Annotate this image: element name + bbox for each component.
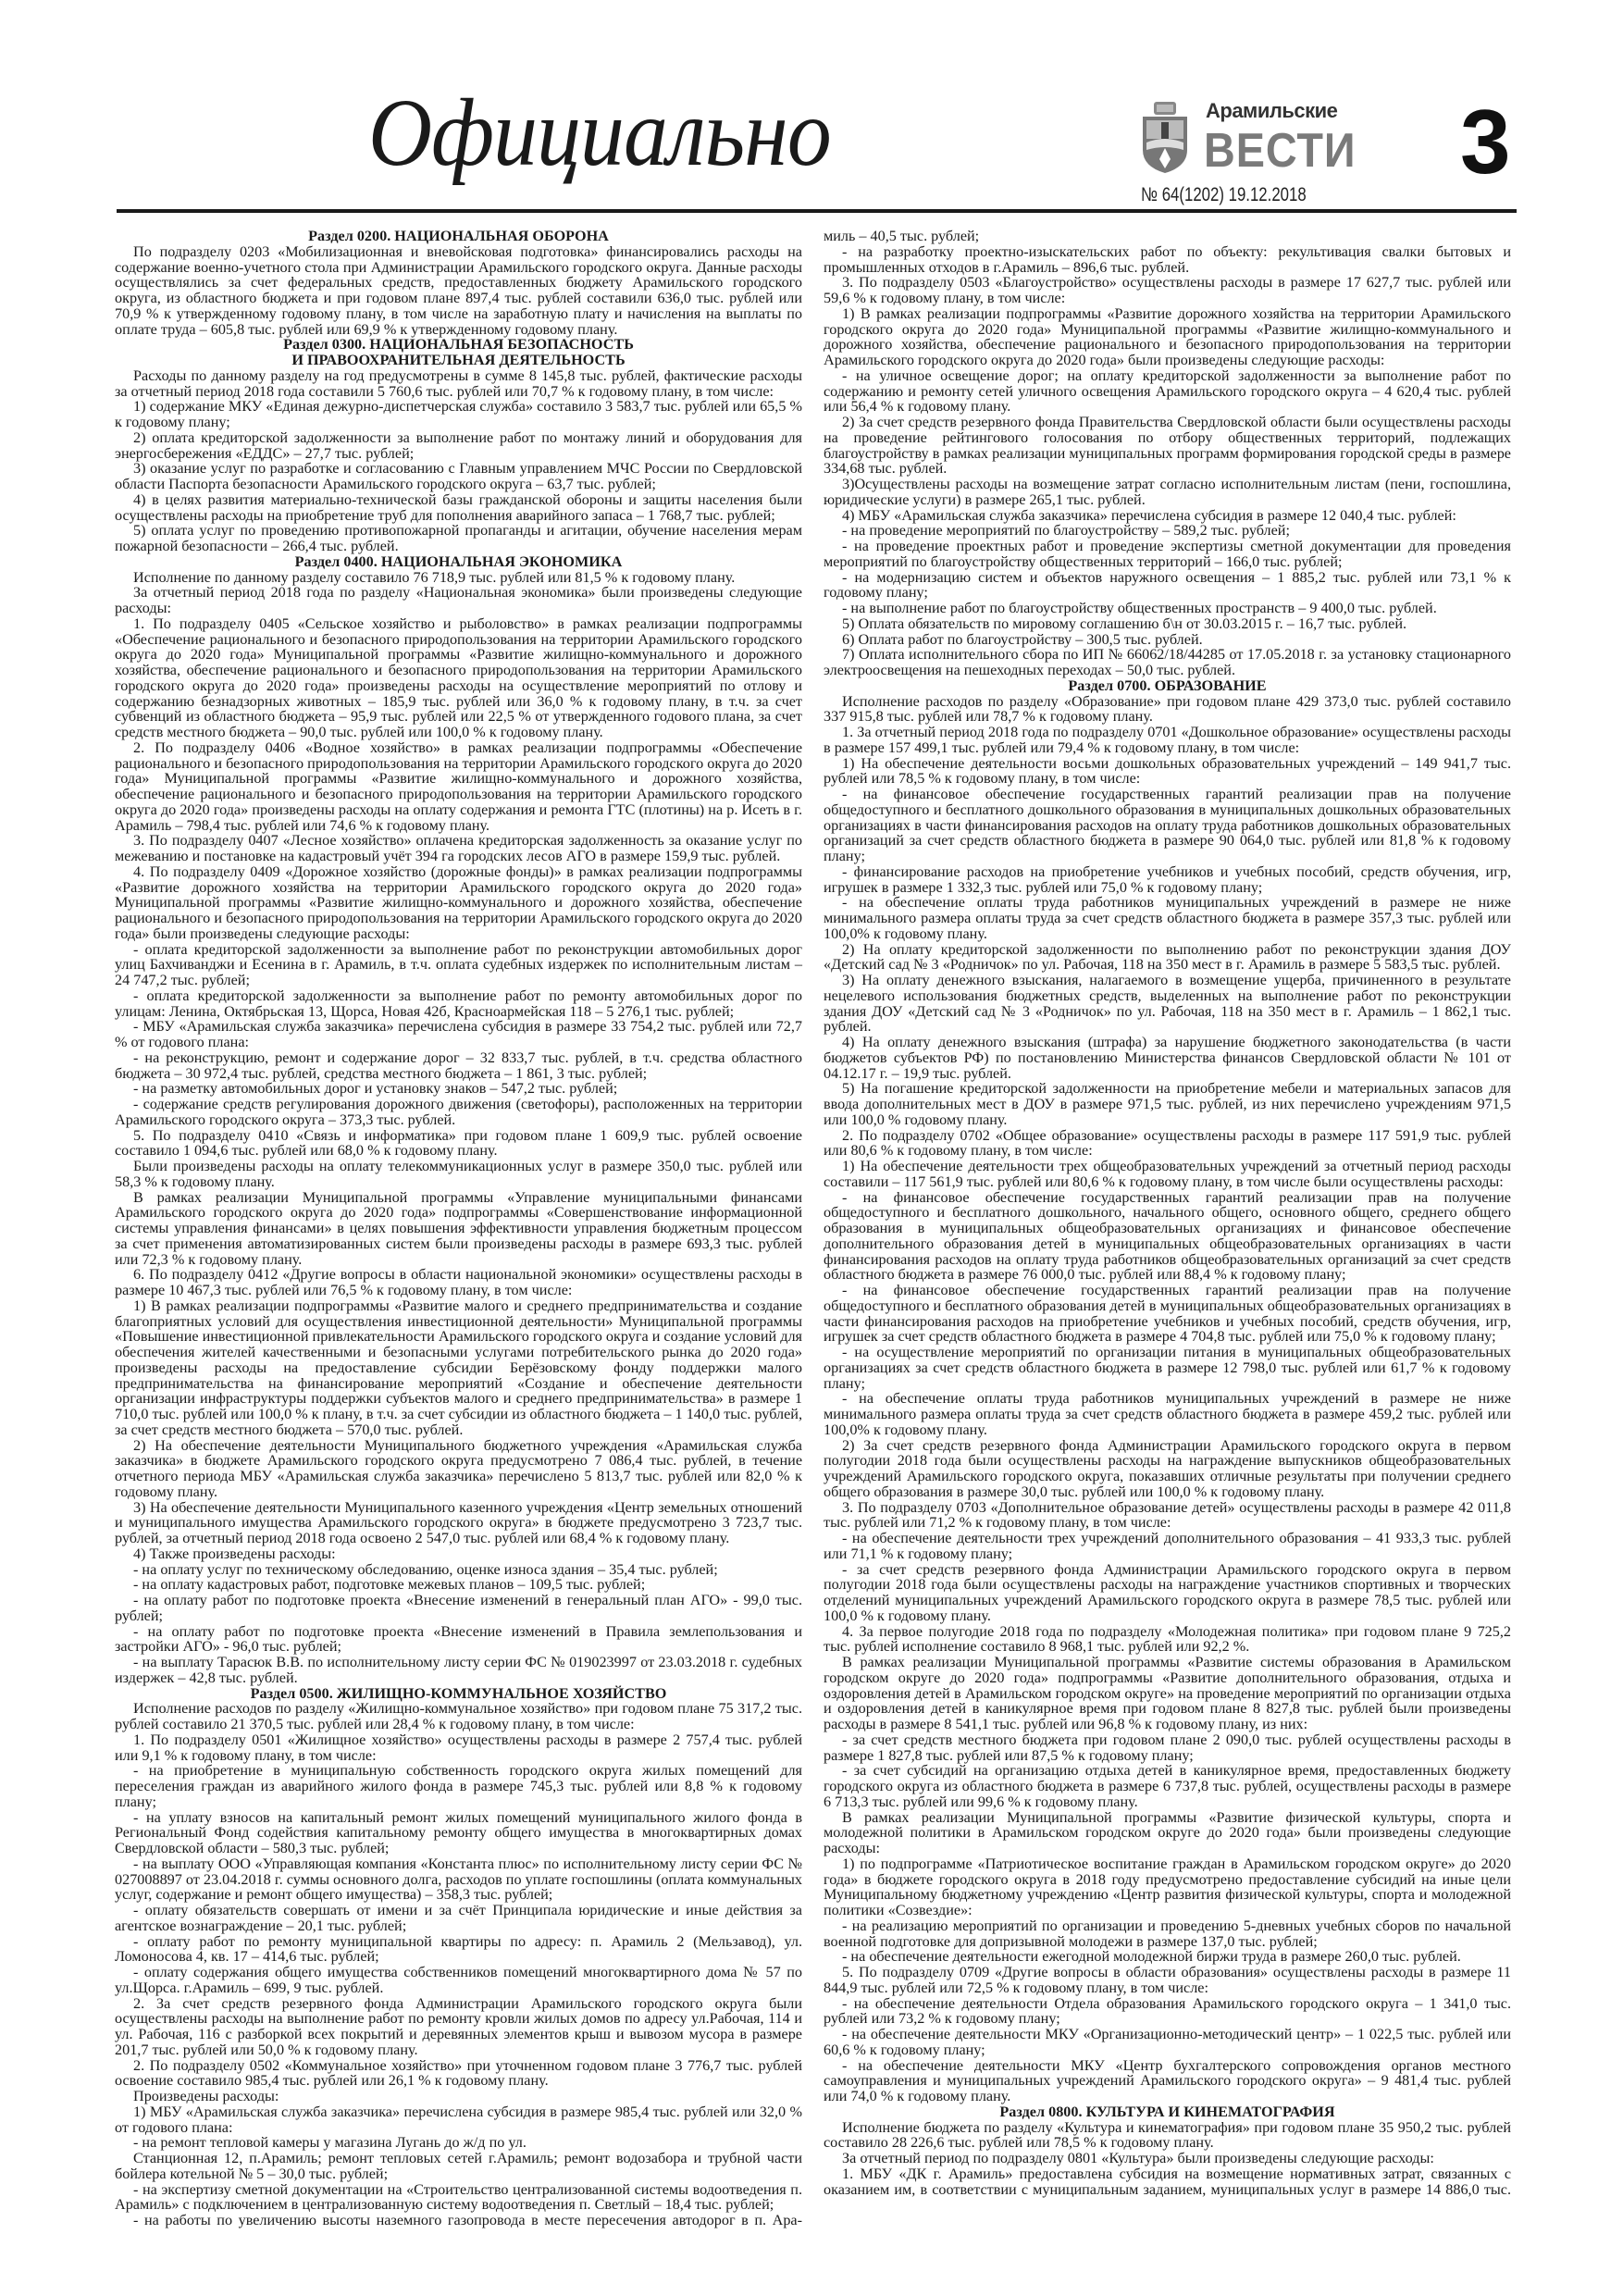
paragraph: 7) Оплата исполнительного сбора по ИП № 66062/18/44285 от 17.05.2018 г. за установку стационарного электроосвещения на пешеходных переходах – 50,0 тыс. рублей. [824, 646, 1511, 678]
paragraph: 1) содержание МКУ «Единая дежурно-диспетчерская служба» составило 3 583,7 тыс. рублей или 65,5 % к годовому плану; [115, 398, 802, 430]
section-heading: Раздел 0200. НАЦИОНАЛЬНАЯ ОБОРОНА [308, 228, 609, 244]
paragraph: - на обеспечение деятельности трех учреждений дополнительного образования – 41 933,3 тыс. рублей или 71,1 % к годовому плану; [824, 1530, 1511, 1562]
paragraph: 6. По подразделу 0412 «Другие вопросы в области национальной экономики» осуществлены расходы в размере 10 467,3 тыс. рублей или 76,5 % к годовому плану, в том числе: [115, 1266, 802, 1298]
paragraph: - на финансовое обеспечение государственных гарантий реализации прав на получение общедоступного и бесплатного образования детей в муниципальных общеобразовательных организациях в части финансирования расходов на приобретение учебников и учебных пособий, средств обучения, игр, игрушек за счет средств областного бюджета в размере 4 704,8 тыс. рублей или 75,0 % к годовому плану; [824, 1282, 1511, 1346]
paragraph: 5) Оплата обязательств по мировому соглашению б\н от 30.03.2015 г. – 16,7 тыс. рублей. [842, 614, 1407, 632]
paragraph: В рамках реализации Муниципальной программы «Развитие системы образования в Арамильском городском округе до 2020 года» подпрограммы «Развитие дополнительного образования, отдыха и оздоровления детей в Арамильском городском округе» на проведение мероприятий по организации отдыха и оздоровления детей в каникулярное время при годовом плане 8 827,8 тыс. рублей были произведены расходы в размере 8 541,1 тыс. рублей или 96,8 % к годовому плану, из них: [824, 1654, 1511, 1732]
paragraph: Произведены расходы: [133, 2088, 279, 2104]
paragraph: - на обеспечение оплаты труда работников муниципальных учреждений в размере не ниже минимального размера оплаты труда за счет средств областного бюджета в размере 459,2 тыс. рублей или 100,0% к годовому плану. [824, 1390, 1511, 1438]
paragraph: - на экспертизу сметной документации на «Строительство централизованной системы водоотведения п. Арамиль» с подключением в централизованную систему водоотведения п. Светлый – 18,4 тыс. рублей; [115, 2180, 802, 2214]
paragraph: - финансирование расходов на приобретение учебников и учебных пособий, средств обучения, игр, игрушек в размере 1 332,3 тыс. рублей или 75,0 % к годовому плану; [824, 863, 1511, 896]
paragraph: - на уплату взносов на капитальный ремонт жилых помещений муниципального жилого фонда в Региональный Фонд содействия капитальному ремонту общего имущества в многоквартирных домах Свердловской области – 580,3 тыс. рублей; [115, 1808, 802, 1856]
paragraph: - на финансовое обеспечение государственных гарантий реализации прав на получение общедоступного и бесплатного дошкольного, начального общего, основного общего, среднего общего образования в муниципальных общеобразовательных организациях и финансовое обеспечение дополнительного образования детей в муниципальных общеобразовательных организациях в части финансирования расходов на оплату труда работников общеобразовательных организаций за счет средств областного бюджета в размере 76 000,0 тыс. рублей или 88,4 % к годовому плану; [824, 1188, 1511, 1284]
paragraph: Исполнение расходов по разделу «Жилищно-коммунальное хозяйство» при годовом плане 75 317,2 тыс. рублей составило 21 370,5 тыс. рублей или 28,4 % к годовому плану, в том числе: [115, 1700, 802, 1732]
paragraph: В рамках реализации Муниципальной программы «Развитие физической культуры, спорта и молодежной политики в Арамильском городском округе до 2020 года» были произведены следующие расходы: [824, 1808, 1511, 1856]
paragraph: 5. По подразделу 0410 «Связь и информатика» при годовом плане 1 609,9 тыс. рублей освоение составило 1 094,6 тыс. рублей или 68,0 % к годовому плану. [115, 1126, 802, 1160]
paragraph: Расходы по данному разделу на год предусмотрены в сумме 8 145,8 тыс. рублей, фактические расходы за отчетный период 2018 года составили 5 760,6 тыс. рублей или 70,7 % к годовому плану, в том числе: [115, 366, 802, 400]
section-heading: Раздел 0700. ОБРАЗОВАНИЕ [1068, 676, 1267, 694]
paragraph: - на проведение проектных работ и проведение экспертизы сметной документации для проведения мероприятий по благоустройству общественных территорий – 166,0 тыс. рублей; [824, 538, 1511, 570]
paragraph: - оплату содержания общего имущества собственников помещений многоквартирного дома № 57 по ул.Щорса. г.Арамиль – 699, 9 тыс. рублей. [115, 1964, 802, 1996]
paragraph: - на обеспечение деятельности МКУ «Центр бухгалтерского сопровождения органов местного самоуправления и муниципальных учреждений Арамильского городского округа» – 9 481,4 тыс. рублей или 74,0 % к годовому плану. [824, 2056, 1511, 2104]
paragraph: - на разработку проектно-изыскательских работ по объекту: рекультивация свалки бытовых и промышленных отходов в г.Арамиль – 896,6 тыс. рублей. [824, 242, 1511, 276]
paragraph: В рамках реализации Муниципальной программы «Управление муниципальными финансами Арамильского городского округа до 2020 года» подпрограммы «Совершенствование информационной системы управления финансами» в целях повышения эффективности управления бюджетным процессом за счет применения автоматизированных систем были произведены расходы в размере 693,3 тыс. рублей или 72,3 % к годовому плану. [115, 1188, 802, 1268]
paragraph: 1. По подразделу 0501 «Жилищное хозяйство» осуществлены расходы в размере 2 757,4 тыс. рублей или 9,1 % к годовому плану, в том числе: [115, 1731, 802, 1764]
newspaper-logo [1141, 100, 1372, 178]
paragraph: - на модернизацию систем и объектов наружного освещения – 1 885,2 тыс. рублей или 73,1 % к годовому плану; [824, 568, 1511, 602]
paragraph: - оплата кредиторской задолженности за выполнение работ по ремонту автомобильных дорог по улицам: Ленина, Октябрьская 13, Щорса, Новая 42б, Красноармейская 118 – 5 276,1 тыс. рублей; [115, 987, 802, 1020]
section-heading: Раздел 0300. НАЦИОНАЛЬНАЯ БЕЗОПАСНОСТЬ И ПРАВООХРАНИТЕЛЬНАЯ ДЕЯТЕЛЬНОСТЬ [283, 336, 634, 368]
paragraph: - на уличное освещение дорог; на оплату кредиторской задолженности за выполнение работ по содержанию и ремонту сетей уличного освещения Арамильского городского округа – 4 620,4 тыс. рублей или 56,4 % к годовому плану. [824, 366, 1511, 416]
paragraph: 2) оплата кредиторской задолженности за выполнение работ по монтажу линий и оборудования для энергосбережения «ЕДДС» – 27,7 тыс. рублей; [115, 428, 802, 462]
paragraph: Исполнение по данному разделу составило 76 718,9 тыс. рублей или 81,5 % к годовому плану. [133, 568, 736, 586]
paragraph: - на выполнение работ по благоустройству общественных пространств – 9 400,0 тыс. рублей. [842, 600, 1437, 616]
paragraph: 3) На оплату денежного взыскания, налагаемого в возмещение ущерба, причиненного в результате нецелевого использования бюджетных средств, выделенных на выполнение работ по реконструкции здания ДОУ «Детский сад № 3 «Родничок» по ул. Рабочая, 118 на 350 мест в г. Арамиль – 1 862,1 тыс. рублей. [824, 972, 1511, 1036]
paragraph: 1. По подразделу 0405 «Сельское хозяйство и рыболовство» в рамках реализации подпрограммы «Обеспечение рационального и безопасного природопользования на территории Арамильского городского округа до 2020 года» Муниципальной программы «Развитие жилищно-коммунального и дорожного хозяйства, обеспечение рационального и безопасного природопользования на территории Арамильского городского округа до 2020 года» произведены расходы на осуществление мероприятий по отлову и содержанию безнадзорных животных – 185,9 тыс. рублей или 36,0 % к годовому плану, в т.ч. за счет субвенций из областного бюджета – 95,9 тыс. рублей или 22,5 % от утвержденного годового плана, за счет средств местного бюджета – 90,0 тыс. рублей или 100,0 % к годовому плану. [115, 614, 802, 740]
paragraph: - на выплату ООО «Управляющая компания «Константа плюс» по исполнительному листу серии ФС № 027008897 от 23.04.2018 г. суммы основного долга, расходов по уплате госпошлины (оплата коммунальных услуг, содержание и ремонт общего имущества) – 358,3 тыс. рублей; [115, 1855, 802, 1904]
section-heading: Раздел 0800. КУЛЬТУРА И КИНЕМАТОГРАФИЯ [999, 2103, 1335, 2120]
paragraph: 1. МБУ «ДК г. Арамиль» предоставлена субсидия на возмещение нормативных затрат, связанных с оказанием им, в соответствии с муниципальным заданием, муниципальных услуг в размере 14 886,0 тыс. [824, 2165, 1511, 2198]
paragraph: - на обеспечение деятельности МКУ «Организационно-методический центр» – 1 022,5 тыс. рублей или 60,6 % к годовому плану; [824, 2026, 1511, 2058]
paragraph: 2. За счет средств резервного фонда Администрации Арамильского городского округа были осуществлены расходы на выполнение работ по ремонту кровли жилых домов по адресу ул.Рабочая, 114 и ул. Рабочая, 116 с разборкой всех покрытий и деревянных элементов крыш и вывозом мусора в размере 201,7 тыс. рублей или 50,0 % к годовому плану. [115, 1994, 802, 2058]
paragraph: - на оплату работ по подготовке проекта «Внесение изменений в Правила землепользования и застройки АГО» - 96,0 тыс. рублей; [115, 1622, 802, 1656]
paragraph: 3. По подразделу 0503 «Благоустройство» осуществлены расходы в размере 17 627,7 тыс. рублей или 59,6 % к годовому плану, в том числе: [824, 274, 1511, 306]
paragraph: 3. По подразделу 0703 «Дополнительное образование детей» осуществлены расходы в размере 42 011,8 тыс. рублей или 71,2 % к годовому плану, в том числе: [824, 1498, 1511, 1532]
paragraph: Станционная 12, п.Арамиль; ремонт тепловых сетей г.Арамиль; ремонт водозабора и трубной части бойлера котельной № 5 – 30,0 тыс. рублей; [115, 2150, 802, 2182]
paragraph: - на реконструкцию, ремонт и содержание дорог – 32 833,7 тыс. рублей, в т.ч. средства областного бюджета – 30 972,4 тыс. рублей, средства местного бюджета – 1 861, 3 тыс. рублей; [115, 1049, 802, 1082]
paragraph: - содержание средств регулирования дорожного движения (светофоры), расположенных на территории Арамильского городского округа – 373,3 тыс. рублей. [115, 1096, 802, 1128]
paragraph: 3) На обеспечение деятельности Муниципального казенного учреждения «Центр земельных отношений и муниципального имущества Арамильского городского округа» в бюджете предусмотрено 3 723,7 тыс. рублей, за отчетный период 2018 года освоено 2 547,0 тыс. рублей или 68,4 % к годовому плану. [115, 1498, 802, 1546]
paragraph: 4. По подразделу 0409 «Дорожное хозяйство (дорожные фонды)» в рамках реализации подпрограммы «Развитие дорожного хозяйства на территории Арамильского городского округа до 2020 года» Муниципальной программы «Развитие жилищно-коммунального и дорожного хозяйства, обеспечение рационального и безопасного природопользования на территории Арамильского городского округа до 2020 года» были произведены следующие расходы: [115, 863, 802, 942]
paragraph: 2) На обеспечение деятельности Муниципального бюджетного учреждения «Арамильская служба заказчика» в бюджете Арамильского городского округа предусмотрено 7 086,4 тыс. рублей, в течение отчетного периода МБУ «Арамильская служба заказчика» перечислено 5 813,7 тыс. рублей или 82,0 % к годовому плану. [115, 1436, 802, 1500]
logo-text-top: Арамильские [1206, 99, 1338, 122]
paragraph: - оплату работ по ремонту муниципальной квартиры по адресу: п. Арамиль 2 (Мельзавод), ул. Ломоносова 4, кв. 17 – 414,6 тыс. рублей; [115, 1932, 802, 1966]
paragraph: 1) На обеспечение деятельности восьми дошкольных образовательных учреждений – 149 941,7 тыс. рублей или 78,5 % к годовому плану, в том числе: [824, 754, 1511, 788]
paragraph: 1) На обеспечение деятельности трех общеобразовательных учреждений за отчетный период расходы составили – 117 561,9 тыс. рублей или 80,6 % к годовому плану, в том числе были осуществлены расходы: [824, 1158, 1511, 1190]
paragraph: 1) В рамках реализации подпрограммы «Развитие дорожного хозяйства на территории Арамильского городского округа до 2020 года» Муниципальной программы «Развитие жилищно-коммунального и дорожного хозяйства, обеспечение рационального и безопасного природопользования на территории Арамильского городского округа до 2020 года» были произведены следующие расходы: [824, 304, 1511, 368]
page-number: 3 [1460, 91, 1511, 192]
section-heading: Раздел 0500. ЖИЛИЩНО-КОММУНАЛЬНОЕ ХОЗЯЙСТВО [250, 1684, 667, 1702]
paragraph: 4. За первое полугодие 2018 года по подразделу «Молодежная политика» при годовом плане 9 725,2 тыс. рублей исполнение составило 8 968,1 тыс. рублей или 92,2 %. [824, 1622, 1511, 1656]
paragraph: 2) За счет средств резервного фонда Правительства Свердловской области были осуществлены расходы на проведение рейтингового голосования по отбору общественных территорий, подлежащих благоустройству в рамках реализации муниципальных программ формирования городской среды в размере 334,68 тыс. рублей. [824, 414, 1511, 478]
paragraph: По подразделу 0203 «Мобилизационная и вневойсковая подготовка» финансировались расходы на содержание военно-учетного стола при Администрации Арамильского городского округа. Данные расходы осуществлялись за счет федеральных средств, предоставленных бюджету Арамильского городского округа, из областного бюджета и при годовом плане 897,4 тыс. рублей составили 636,0 тыс. рублей или 70,9 % к утвержденному годовому плану, в том числе на заработную плату и начисления на выплаты по оплате труда – 605,8 тыс. рублей или 69,9 % к утвержденному годовому плану. [115, 242, 802, 338]
paragraph: - на оплату кадастровых работ, подготовке межевых планов – 109,5 тыс. рублей; [133, 1576, 646, 1594]
paragraph: 2. По подразделу 0502 «Коммунальное хозяйство» при уточненном годовом плане 3 776,7 тыс. рублей освоение составило 985,4 тыс. рублей или 26,1 % к годовому плану. [115, 2056, 802, 2090]
coat-of-arms-icon [1141, 102, 1189, 174]
paragraph: 3)Осуществлены расходы на возмещение затрат согласно исполнительным листам (пени, госпошлина, юридические услуги) в размере 265,1 тыс. рублей. [824, 476, 1511, 508]
paragraph: 1) МБУ «Арамильская служба заказчика» перечислена субсидия в размере 985,4 тыс. рублей или 32,0 % от годового плана: [115, 2103, 802, 2136]
paragraph: 6) Оплата работ по благоустройству – 300,5 тыс. рублей. [842, 630, 1203, 648]
logo-text-bottom: ВЕСТИ [1204, 124, 1357, 178]
paragraph: - на выплату Тарасюк В.В. по исполнительному листу серии ФС № 019023997 от 23.03.2018 г. судебных издержек – 42,8 тыс. рублей. [115, 1654, 802, 1686]
paragraph: 1) В рамках реализации подпрограммы «Развитие малого и среднего предпринимательства и создание благоприятных условий для осуществления инвестиционной деятельности» Муниципальной программы «Повышение инвестиционной привлекательности Арамильского городского округа и создание условий для обеспечения жителей качественными и безопасными услугами потребительского рынка до 2020 года» произведены расходы на предоставление субсидии Берёзовскому фонду поддержки малого предпринимательства на финансирование мероприятий «Создание и обеспечение деятельности организации инфраструктуры поддержки субъектов малого и среднего предпринимательства» в размере 1 710,0 тыс. рублей или 100,0 % к плану, в т.ч. за счет субсидии из областного бюджета – 1 140,0 тыс. рублей, за счет средств местного бюджета – 570,0 тыс. рублей. [115, 1297, 802, 1438]
paragraph: - на приобретение в муниципальную собственность городского округа жилых помещений для переселения граждан из аварийного жилого фонда в размере 745,3 тыс. рублей или 8,8 % к годовому плану; [115, 1762, 802, 1810]
paragraph: 5) На погашение кредиторской задолженности на приобретение мебели и материальных запасов для ввода дополнительных мест в ДОУ в размере 971,5 тыс. рублей, из них перечислено учреждениям 971,5 или 100,0 % годовому плану. [824, 1080, 1511, 1128]
paragraph: - МБУ «Арамильская служба заказчика» перечислена субсидия в размере 33 754,2 тыс. рублей или 72,7 % от годового плана: [115, 1018, 802, 1050]
paragraph: - за счет средств местного бюджета при годовом плане 2 090,0 тыс. рублей осуществлены расходы в размере 1 827,8 тыс. рублей или 87,5 % к годовому плану; [824, 1731, 1511, 1764]
paragraph: - за счет субсидий на организацию отдыха детей в каникулярное время, предоставленных бюджету городского округа из областного бюджета в размере 6 737,8 тыс. рублей, осуществлены расходы в размере 6 713,3 тыс. рублей или 99,6 % к годовому плану. [824, 1762, 1511, 1810]
paragraph: - на обеспечение оплаты труда работников муниципальных учреждений в размере не ниже минимального размера оплаты труда за счет средств областного бюджета в размере 357,3 тыс. рублей или 100,0% к годовому плану. [824, 894, 1511, 942]
paragraph: 1) по подпрограмме «Патриотическое воспитание граждан в Арамильском городском округе» до 2020 года» в бюджете городского округа в 2018 году предусмотрено предоставление субсидий на иные цели Муниципальному бюджетному учреждению «Центр развития физической культуры, спорта и молодежной политики «Созвездие»: [824, 1855, 1511, 1918]
paragraph: 2) За счет средств резервного фонда Администрации Арамильского городского округа в первом полугодии 2018 года были осуществлены расходы на награждение выпускников общеобразовательных учреждений Арамильского городского округа, показавших отличные результаты при получении среднего общего образования в размере 30,0 тыс. рублей или 100,0 % к годовому плану. [824, 1436, 1511, 1500]
paragraph: 4) МБУ «Арамильская служба заказчика» перечислена субсидия в размере 12 040,4 тыс. рублей: [842, 506, 1456, 524]
section-heading: Раздел 0400. НАЦИОНАЛЬНАЯ ЭКОНОМИКА [294, 552, 623, 570]
paragraph: 2. По подразделу 0406 «Водное хозяйство» в рамках реализации подпрограммы «Обеспечение рационального и безопасного природопользования на территории Арамильского городского округа до 2020 года» Муниципальной программы «Развитие жилищно-коммунального и дорожного хозяйства, обеспечение рационального и безопасного природопользования на территории Арамильского городского округа до 2020 года» произведены расходы на оплату содержания и ремонта ГТС (плотины) на р. Исеть в г. Арамиль – 798,4 тыс. рублей или 74,6 % к годовому плану. [115, 738, 802, 834]
paragraph: - на работы по увеличению высоты наземного газопровода в месте пересечения автодорог в п. Ара- [133, 2212, 802, 2228]
paragraph: - на оплату услуг по техническому обследованию, оценке износа здания – 35,4 тыс. рублей; [133, 1560, 718, 1578]
article-column-left [115, 229, 802, 2228]
paragraph: Были произведены расходы на оплату телекоммуникационных услуг в размере 350,0 тыс. рублей или 58,3 % к годовому плану. [115, 1158, 802, 1190]
paragraph: 5. По подразделу 0709 «Другие вопросы в области образования» осуществлены расходы в размере 11 844,9 тыс. рублей или 72,5 % к годовому плану, в том числе: [824, 1964, 1511, 1996]
paragraph: - на обеспечение деятельности ежегодной молодежной биржи труда в размере 260,0 тыс. рублей. [842, 1948, 1461, 1966]
paragraph: Исполнение расходов по разделу «Образование» при годовом плане 429 373,0 тыс. рублей составило 337 915,8 тыс. рублей или 78,7 % к годовому плану. [824, 692, 1511, 726]
paragraph: - на финансовое обеспечение государственных гарантий реализации прав на получение общедоступного и бесплатного дошкольного образования в муниципальных дошкольных образовательных организациях в части финансирования расходов на оплату труда работников дошкольных образовательных организаций за счет средств областного бюджета в размере 90 064,0 тыс. рублей или 81,8 % к годовому плану; [824, 786, 1511, 864]
paragraph: 2. По подразделу 0702 «Общее образование» осуществлены расходы в размере 117 591,9 тыс. рублей или 80,6 % к годовому плану, в том числе: [824, 1126, 1511, 1160]
header-divider [117, 209, 1517, 213]
section-title: Официально [368, 80, 831, 186]
paragraph: 3. По подразделу 0407 «Лесное хозяйство» оплачена кредиторская задолженность за оказание услуг по межеванию и постановке на кадастровый учёт 394 га городских лесов АГО в размере 159,9 тыс. рублей. [115, 832, 802, 864]
paragraph: - на обеспечение деятельности Отдела образования Арамильского городского округа – 1 341,0 тыс. рублей или 73,2 % к годовому плану; [824, 1994, 1511, 2028]
paragraph: 3) оказание услуг по разработке и согласованию с Главным управлением МЧС России по Свердловской области Паспорта безопасности Арамильского городского округа – 63,7 тыс. рублей; [115, 460, 802, 492]
paragraph: - на реализацию мероприятий по организации и проведению 5-дневных учебных сборов по начальной военной подготовке для допризывной молодежи в размере 137,0 тыс. рублей; [824, 1917, 1511, 1950]
paragraph: 1. За отчетный период 2018 года по подразделу 0701 «Дошкольное образование» осуществлены расходы в размере 157 499,1 тыс. рублей или 79,4 % к годовому плану, в том числе: [824, 724, 1511, 756]
paragraph: миль – 40,5 тыс. рублей; [824, 228, 980, 244]
paragraph: - на оплату работ по подготовке проекта «Внесение изменений в генеральный план АГО» - 99,0 тыс. рублей; [115, 1592, 802, 1624]
paragraph: Исполнение бюджета по разделу «Культура и кинематография» при годовом плане 35 950,2 тыс. рублей составило 28 226,6 тыс. рублей или 78,5 % к годовому плану. [824, 2118, 1511, 2152]
paragraph: 4) На оплату денежного взыскания (штрафа) за нарушение бюджетного законодательства (в части бюджетов субъектов РФ) по постановлению Министерства финансов Свердловской области № 101 от 04.12.17 г. – 19,9 тыс. рублей. [824, 1034, 1511, 1082]
paragraph: 2) На оплату кредиторской задолженности по выполнению работ по реконструкции здания ДОУ «Детский сад № 3 «Родничок» по ул. Рабочая, 118 на 350 мест в г. Арамиль в размере 5 583,5 тыс. рублей. [824, 940, 1511, 974]
paragraph: 4) Также произведены расходы: [133, 1545, 336, 1562]
paragraph: - оплату обязательств совершать от имени и за счёт Принципала юридические и иные действия за агентское вознаграждение – 20,1 тыс. рублей; [115, 1902, 802, 1934]
paragraph: - на проведение мероприятий по благоустройству – 589,2 тыс. рублей; [842, 522, 1290, 540]
paragraph: - за счет средств резервного фонда Администрации Арамильского городского округа в первом полугодии 2018 года были осуществлены расходы на награждение участников спортивных и творческих отделений муниципальных учреждений Арамильского городского округа в размере 78,5 тыс. рублей или 100,0 % к годовому плану. [824, 1560, 1511, 1624]
paragraph: - оплата кредиторской задолженности за выполнение работ по реконструкции автомобильных дорог улиц Бахчиванджи и Есенина в г. Арамиль, в т.ч. оплата судебных издержек по исполнительным листам – 24 747,2 тыс. рублей; [115, 940, 802, 988]
paragraph: - на ремонт тепловой камеры у магазина Лугань до ж/д по ул. [133, 2134, 527, 2152]
paragraph: За отчетный период по подразделу 0801 «Культура» были произведены следующие расходы: [842, 2150, 1434, 2166]
paragraph: За отчетный период 2018 года по разделу «Национальная экономика» были произведены следующие расходы: [115, 584, 802, 616]
paragraph: - на разметку автомобильных дорог и установку знаков – 547,2 тыс. рублей; [133, 1080, 618, 1098]
issue-number-date: № 64(1202) 19.12.2018 [1141, 184, 1307, 205]
paragraph: - на осуществление мероприятий по организации питания в муниципальных общеобразовательных организациях за счет средств областного бюджета в размере 12 798,0 тыс. рублей или 61,7 % к годовому плану; [824, 1344, 1511, 1392]
paragraph: 5) оплата услуг по проведению противопожарной пропаганды и агитации, обучение населения мерам пожарной безопасности – 266,4 тыс. рублей. [115, 522, 802, 554]
paragraph: 4) в целях развития материально-технической базы гражданской обороны и защиты населения были осуществлены расходы на приобретение труб для пополнения аварийного запаса – 1 768,7 тыс. рублей; [115, 490, 802, 524]
article-column-right [824, 229, 1511, 2197]
